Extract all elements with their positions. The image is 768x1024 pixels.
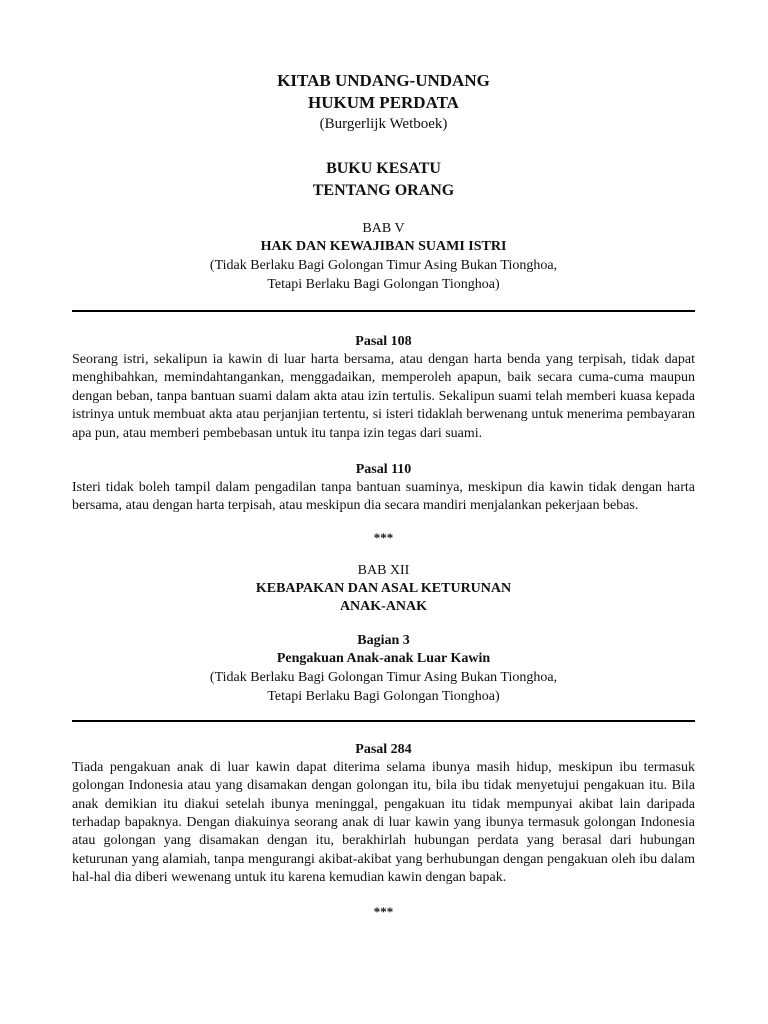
- pasal-284-text: Tiada pengakuan anak di luar kawin dapat diterima selama ibunya masih hidup, meskipun ibu termasuk golongan Indonesia atau yang disamakan dengan golongan itu, bila ibu tidak menyetujui pengakuan itu. Bila anak demikian itu diakui setelah ibunya meninggal, pengakuan itu tidak mempunyai akibat lain daripada terhadap bapaknya. Dengan diakuinya seorang anak di luar kawin yang ibunya termasuk golongan Indonesia atau golongan yang disamakan dengan itu, berakhirlah hubungan perdata yang berasal dari hubungan keturunan yang alamiah, tanpa mengurangi akibat-akibat yang berhubungan dengan pengakuan oleh ibu dalam hal-hal dia diberi wewenang untuk itu karena kemudian kawin dengan bapak.: [72, 759, 695, 886]
- document-title-line1: KITAB UNDANG-UNDANG: [277, 71, 490, 90]
- bab12-label: BAB XII: [357, 562, 410, 578]
- bab5-label: BAB V: [362, 221, 405, 236]
- document-subtitle: (Burgerlijk Wetboek): [319, 116, 448, 132]
- separator-stars: ***: [373, 529, 394, 545]
- book-title-line1: BUKU KESATU: [326, 160, 441, 177]
- pasal-108-heading: Pasal 108: [355, 334, 412, 349]
- bab12-title-line1: KEBAPAKAN DAN ASAL KETURUNAN: [255, 580, 512, 596]
- document-title-line2: HUKUM PERDATA: [308, 93, 459, 112]
- bab5-note-line1: (Tidak Berlaku Bagi Golongan Timur Asing Bukan Tionghoa,: [209, 258, 558, 273]
- bab12-title-line2: ANAK-ANAK: [339, 598, 428, 614]
- pasal-284-heading: Pasal 284: [355, 741, 412, 757]
- separator-stars: ***: [373, 903, 394, 919]
- bagian-title: Pengakuan Anak-anak Luar Kawin: [276, 650, 491, 666]
- bagian-label: Bagian 3: [357, 632, 410, 648]
- book-title-line2: TENTANG ORANG: [312, 182, 455, 199]
- document-page: [72, 70, 695, 920]
- bab5-note-line2: Tetapi Berlaku Bagi Golongan Tionghoa): [267, 277, 500, 292]
- bab5-title: HAK DAN KEWAJIBAN SUAMI ISTRI: [260, 239, 507, 254]
- pasal-110-heading: Pasal 110: [355, 462, 412, 478]
- pasal-110-text: Isteri tidak boleh tampil dalam pengadilan tanpa bantuan suaminya, meskipun dia kawin tidak dengan harta bersama, atau dengan harta terpisah, atau meskipun dia secara mandiri menjalankan pekerjaan bebas.: [72, 480, 695, 514]
- pasal-108-text: Seorang istri, sekalipun ia kawin di luar harta bersama, atau dengan harta benda yang terpisah, tidak dapat menghibahkan, memindahtangankan, menggadaikan, memperoleh apapun, baik secara cuma-cuma maupun dengan beban, tanpa bantuan suami dalam akta atau izin tertulis. Sekalipun suami telah memberi kuasa kepada istrinya untuk membuat akta atau perjanjian tertentu, si isteri tidaklah berwenang untuk menerima pembayaran apa pun, atau memberi pembebasan untuk itu tanpa izin tegas dari suami.: [72, 352, 695, 441]
- bab12-note-line2: Tetapi Berlaku Bagi Golongan Tionghoa): [267, 688, 500, 704]
- bab12-note-line1: (Tidak Berlaku Bagi Golongan Timur Asing Bukan Tionghoa,: [209, 669, 558, 685]
